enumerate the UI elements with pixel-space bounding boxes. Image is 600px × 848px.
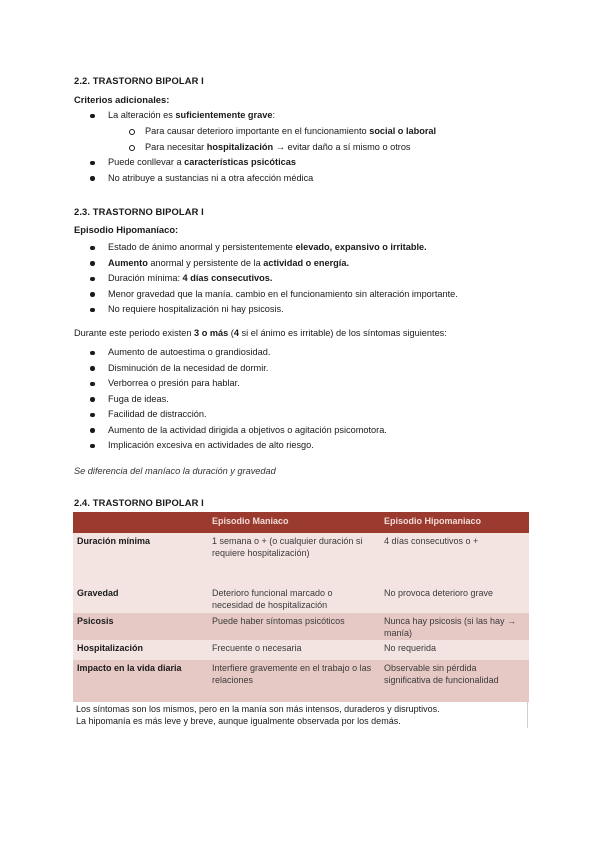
table-cell: No requerida xyxy=(384,643,437,653)
list-item: Facilidad de distracción. xyxy=(108,407,387,423)
list-item: Para necesitar hospitalización → evitar daño a sí mismo o otros xyxy=(145,140,436,156)
bullet-icon xyxy=(90,161,95,166)
bullet-icon xyxy=(90,277,95,282)
list-item: Aumento de autoestima o grandiosidad. xyxy=(108,345,387,361)
list-item: No requiere hospitalización ni hay psicosis. xyxy=(108,302,458,318)
bullet-icon xyxy=(90,382,95,387)
criteria-list-2 xyxy=(108,155,313,186)
list-item: Disminución de la necesidad de dormir. xyxy=(108,361,387,377)
table-header-cell xyxy=(73,512,208,533)
during-period-text: Durante este periodo existen 3 o más (4 si el ánimo es irritable) de los síntomas siguientes: xyxy=(74,328,447,338)
list-item: Fuga de ideas. xyxy=(108,392,387,408)
table-cell: No provoca deterioro grave xyxy=(384,588,494,598)
list-item: Para causar deterioro importante en el funcionamiento social o laboral xyxy=(145,124,436,140)
list-item: Estado de ánimo anormal y persistentemente elevado, expansivo o irritable. xyxy=(108,240,458,256)
table-cell-label: Gravedad xyxy=(77,588,119,598)
difference-note: Se diferencia del maníaco la duración y gravedad xyxy=(74,466,276,476)
section-2-2-title: 2.2. TRASTORNO BIPOLAR I xyxy=(74,75,204,86)
bullet-icon xyxy=(90,261,95,266)
table-cell-label: Psicosis xyxy=(77,616,114,626)
bullet-icon xyxy=(90,246,95,251)
list-item: Verborrea o presión para hablar. xyxy=(108,376,387,392)
bullet-icon xyxy=(90,308,95,313)
table-cell-label: Duración mínima xyxy=(77,536,151,546)
footer-line: Los síntomas son los mismos, pero en la manía son más intensos, duraderos y disruptivos. xyxy=(76,704,440,714)
criteria-list xyxy=(108,108,275,124)
section-2-3-subtitle: Episodio Hipomaníaco: xyxy=(74,224,179,235)
table-row xyxy=(73,533,529,585)
table-row xyxy=(73,660,529,702)
bullet-icon xyxy=(90,413,95,418)
symptoms-list xyxy=(108,345,387,454)
hipomania-criteria-list xyxy=(108,240,458,318)
table-cell-label: Impacto en la vida diaria xyxy=(77,663,182,673)
table-cell: Puede haber síntomas psicóticos xyxy=(212,616,345,626)
table-header-cell: Episodio Maniaco xyxy=(212,516,289,526)
footer-line: La hipomanía es más leve y breve, aunque igualmente observada por los demás. xyxy=(76,716,401,726)
bullet-icon xyxy=(90,397,95,402)
list-item: No atribuye a sustancias ni a otra afección médica xyxy=(108,171,313,187)
table-row xyxy=(73,613,529,640)
circle-bullet-icon xyxy=(129,129,135,135)
list-item: Aumento de la actividad dirigida a objetivos o agitación psicomotora. xyxy=(108,423,387,439)
table-cell: Nunca hay psicosis (si las hay → manía) xyxy=(384,616,517,638)
bullet-icon xyxy=(90,428,95,433)
table-cell: 1 semana o + (o cualquier duración si requiere hospitalización) xyxy=(212,536,363,558)
list-item: Menor gravedad que la manía. cambio en el funcionamiento sin alteración importante. xyxy=(108,287,458,303)
bullet-icon xyxy=(90,176,95,181)
table-header-cell: Episodio Hipomaniaco xyxy=(384,516,482,526)
comparison-table xyxy=(73,512,529,702)
table-row xyxy=(73,640,529,660)
table-header-row xyxy=(73,512,529,533)
list-item: Puede conllevar a características psicóticas xyxy=(108,155,313,171)
circle-bullet-icon xyxy=(129,145,135,151)
table-row xyxy=(73,585,529,613)
section-2-2-subtitle: Criterios adicionales: xyxy=(74,94,170,105)
bullet-icon xyxy=(90,114,95,119)
list-item: Aumento anormal y persistente de la actividad o energía. xyxy=(108,256,458,272)
bullet-icon xyxy=(90,444,95,449)
bullet-icon xyxy=(90,351,95,356)
table-cell: Frecuente o necesaria xyxy=(212,643,302,653)
bullet-icon xyxy=(90,366,95,371)
section-2-3-title: 2.3. TRASTORNO BIPOLAR I xyxy=(74,206,204,217)
table-cell: Deterioro funcional marcado o necesidad de hospitalización xyxy=(212,588,333,610)
list-item: Implicación excesiva en actividades de alto riesgo. xyxy=(108,438,387,454)
criteria-sublist xyxy=(145,124,436,155)
table-footer-note xyxy=(73,702,528,728)
table-cell-label: Hospitalización xyxy=(77,643,144,653)
list-item: La alteración es suficientemente grave: xyxy=(108,108,275,124)
section-2-4-title: 2.4. TRASTORNO BIPOLAR I xyxy=(74,497,204,508)
table-cell: 4 días consecutivos o + xyxy=(384,536,479,546)
list-item: Duración mínima: 4 días consecutivos. xyxy=(108,271,458,287)
bullet-icon xyxy=(90,292,95,297)
table-cell: Observable sin pérdida significativa de funcionalidad xyxy=(384,663,499,685)
table-cell: Interfiere gravemente en el trabajo o las relaciones xyxy=(212,663,372,685)
